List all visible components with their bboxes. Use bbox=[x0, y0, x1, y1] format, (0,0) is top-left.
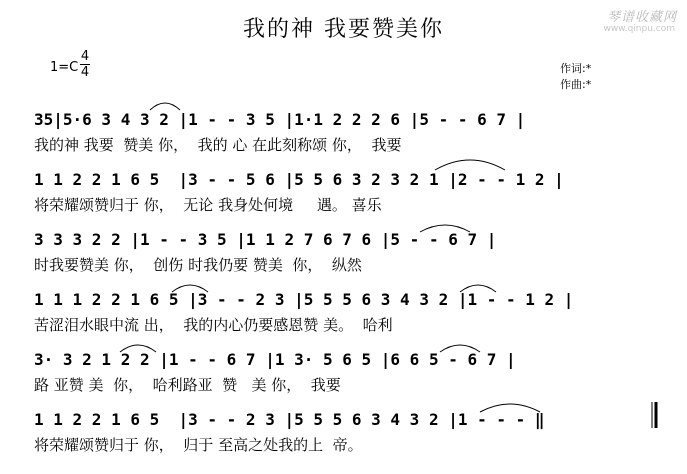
time-signature-bottom: 4 bbox=[80, 65, 90, 80]
site-watermark: 琴谱收藏网 bbox=[606, 10, 677, 25]
notation-line: 3 3 3 2 2 |1 - - 3 5 |1 1 2 7 6 7 6 |5 - - 6 7 | bbox=[34, 230, 497, 249]
time-signature-top: 4 bbox=[80, 49, 90, 64]
lyricist-credit: 作词:* bbox=[560, 62, 592, 75]
slur-mark bbox=[480, 404, 540, 412]
song-title: 我的神 我要赞美你 bbox=[243, 17, 444, 42]
lyrics-line: 路 亚赞 美 你， 哈利路亚 赞 美 你， 我要 bbox=[34, 376, 341, 394]
composer-credit: 作曲:* bbox=[560, 78, 592, 91]
notation-line: 35|5·6 3 4 3 2 |1 - - 3 5 |1·1 2 2 2 6 |5 - - 6 7 | bbox=[34, 110, 526, 129]
notation-line: 3· 3 2 1 2 2 |1 - - 6 7 |1 3· 5 6 5 |6 6 5 - 6 7 | bbox=[34, 350, 516, 369]
slur-mark bbox=[150, 103, 180, 110]
slur-mark bbox=[435, 160, 505, 170]
slur-mark bbox=[120, 345, 156, 352]
notation-line: 1 1 1 2 2 1 6 5 |3 - - 2 3 |5 5 5 6 3 4 3 2 |1 - - 1 2 | bbox=[34, 290, 574, 309]
slur-mark bbox=[460, 285, 496, 292]
site-watermark-url: www.qinpu.com bbox=[603, 24, 675, 34]
lyrics-line: 将荣耀颂赞归于 你， 归于 至高之处我的上 帝。 bbox=[34, 436, 363, 454]
slur-mark bbox=[440, 345, 480, 352]
slur-mark bbox=[172, 285, 208, 292]
lyrics-line: 将荣耀颂赞归于 你， 无论 我身处何境 遇。 喜乐 bbox=[34, 196, 382, 214]
notation-line: 1 1 2 2 1 6 5 |3 - - 5 6 |5 5 6 3 2 3 2 1 |2 - - 1 2 | bbox=[34, 170, 564, 189]
slur-mark bbox=[420, 225, 470, 232]
lyrics-line: 苦涩泪水眼中流 出， 我的内心仍要感恩赞 美。 哈利 bbox=[34, 316, 393, 334]
key-signature: 1=C bbox=[50, 60, 79, 75]
notation-line: 1 1 2 2 1 6 5 |3 - - 2 3 |5 5 5 6 3 4 3 2 |1 - - - ‖ bbox=[34, 410, 545, 429]
lyrics-line: 时我要赞美 你， 创伤 时我仍要 赞美 你， 纵然 bbox=[34, 256, 362, 274]
lyrics-line: 我的神 我要 赞美 你， 我的 心 在此刻称颂 你， 我要 bbox=[34, 136, 402, 154]
